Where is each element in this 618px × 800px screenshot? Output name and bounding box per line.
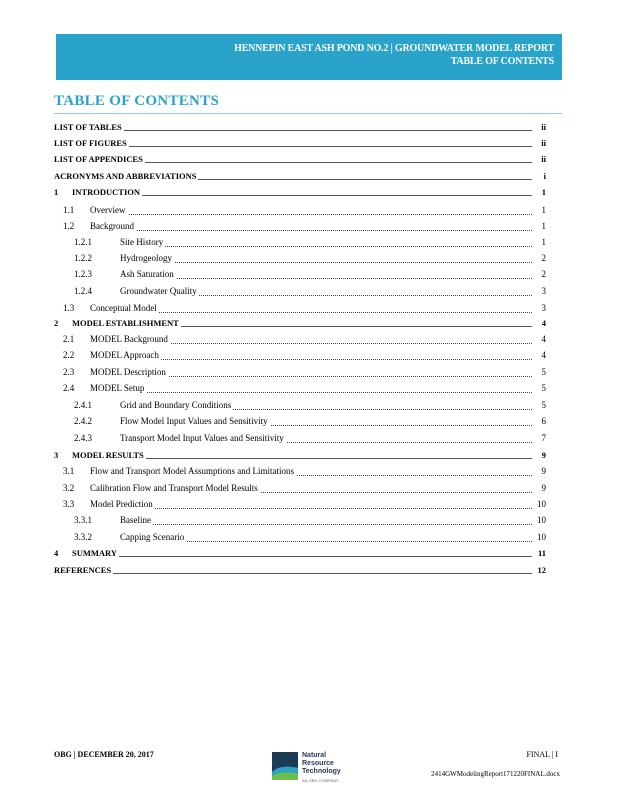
toc-entry[interactable] [0, 367, 618, 381]
toc-entry-label: SUMMARY [72, 548, 118, 558]
toc-entry-number: 2.2 [63, 350, 75, 360]
toc-entry-label: MODEL Description [90, 367, 166, 377]
toc-entry-page: 7 [541, 433, 546, 443]
toc-entry-page: 5 [541, 383, 546, 393]
nrt-logo [272, 752, 352, 788]
toc-entry[interactable] [0, 499, 618, 513]
footer-filename: 2414GWModelingReport171220FINAL.docx [431, 770, 560, 778]
toc-entry-number: 1.2.2 [74, 253, 92, 263]
toc-entry-label: LIST OF TABLES [54, 122, 122, 132]
toc-entry[interactable] [0, 515, 618, 529]
toc-leader [90, 508, 532, 509]
toc-entry-number: 2.1 [63, 334, 75, 344]
toc-entry-page: ii [541, 122, 546, 132]
toc-entry-label: Ash Saturation [120, 269, 174, 279]
toc-entry-page: 9 [541, 483, 546, 493]
toc-entry-label: Calibration Flow and Transport Model Results [90, 483, 258, 493]
toc-entry-label: MODEL Background [90, 334, 168, 344]
toc-entry-number: 2.4 [63, 383, 75, 393]
toc-entry-page: 4 [541, 318, 546, 328]
toc-entry-number: 3.2 [63, 483, 75, 493]
toc-entry-number: 3.3.2 [74, 532, 92, 542]
toc-entry-label: MODEL ESTABLISHMENT [72, 318, 179, 328]
toc-entry-label: Groundwater Quality [120, 286, 197, 296]
toc-entry-page: i [543, 171, 546, 181]
toc-entry-label: LIST OF APPENDICES [54, 154, 143, 164]
toc-entry[interactable] [0, 400, 618, 414]
toc-entry[interactable] [0, 548, 618, 562]
toc-entry[interactable] [0, 154, 618, 168]
toc-entry[interactable] [0, 138, 618, 152]
page-header [56, 34, 562, 80]
header-section-title: TABLE OF CONTENTS [450, 56, 554, 67]
toc-leader [54, 573, 532, 574]
toc-leader [72, 556, 532, 557]
toc-entry-page: 4 [541, 350, 546, 360]
toc-entry[interactable] [0, 303, 618, 317]
toc-entry[interactable] [0, 171, 618, 185]
toc-entry-page: 9 [541, 450, 546, 460]
toc-entry-label: Grid and Boundary Conditions [120, 400, 232, 410]
toc-entry[interactable] [0, 269, 618, 283]
toc-entry-label: Site History [120, 237, 164, 247]
toc-entry-label: MODEL RESULTS [72, 450, 144, 460]
toc-entry[interactable] [0, 450, 618, 464]
toc-entry-page: 2 [541, 269, 546, 279]
toc-entry[interactable] [0, 466, 618, 480]
toc-entry-label: Flow and Transport Model Assumptions and Limitations [90, 466, 295, 476]
toc-entry-number: 2.4.3 [74, 433, 92, 443]
toc-entry-page: 10 [537, 532, 546, 542]
toc-entry-page: 10 [537, 515, 546, 525]
toc-leader [90, 392, 532, 393]
toc-entry-page: 1 [541, 237, 546, 247]
toc-entry-number: 1.2.4 [74, 286, 92, 296]
toc-entry-label: Overview [90, 205, 126, 215]
toc-entry-label: Flow Model Input Values and Sensitivity [120, 416, 268, 426]
toc-entry-label: LIST OF FIGURES [54, 138, 127, 148]
toc-entry-page: 5 [541, 367, 546, 377]
toc-entry-number: 2.4.1 [74, 400, 92, 410]
toc-heading: TABLE OF CONTENTS [54, 93, 220, 109]
footer-date: OBG | DECEMBER 20, 2017 [54, 750, 154, 759]
toc-entry-number: 1 [54, 187, 59, 197]
toc-entry-page: 3 [541, 303, 546, 313]
toc-entry-number: 1.3 [63, 303, 75, 313]
toc-entry[interactable] [0, 318, 618, 332]
toc-entry-label: Baseline [120, 515, 151, 525]
toc-entry[interactable] [0, 334, 618, 348]
toc-entry-page: 12 [537, 565, 546, 575]
toc-entry-page: 6 [541, 416, 546, 426]
toc-entry-page: 2 [541, 253, 546, 263]
toc-entry-number: 3.3.1 [74, 515, 92, 525]
toc-entry[interactable] [0, 483, 618, 497]
toc-entry-label: ACRONYMS AND ABBREVIATIONS [54, 171, 197, 181]
toc-entry-number: 1.1 [63, 205, 75, 215]
toc-entry-label: MODEL Approach [90, 350, 159, 360]
footer-status: FINAL | I [526, 750, 558, 759]
toc-entry-page: 10 [537, 499, 546, 509]
toc-entry-number: 4 [54, 548, 59, 558]
toc-entry-label: Conceptual Model [90, 303, 157, 313]
toc-entry-label: Transport Model Input Values and Sensitivity [120, 433, 284, 443]
toc-entry-label: MODEL Setup [90, 383, 145, 393]
toc-entry-label: Background [90, 221, 134, 231]
toc-entry-number: 3.1 [63, 466, 75, 476]
toc-entry-number: 2 [54, 318, 59, 328]
toc-leader [120, 278, 532, 279]
toc-entry[interactable] [0, 237, 618, 251]
toc-entry-page: 1 [541, 205, 546, 215]
toc-entry-label: REFERENCES [54, 565, 112, 575]
toc-leader [120, 524, 532, 525]
toc-entry[interactable] [0, 532, 618, 546]
toc-entry-number: 3 [54, 450, 59, 460]
toc-entry-page: 4 [541, 334, 546, 344]
toc-entry-page: 3 [541, 286, 546, 296]
toc-entry-label: Capping Scenario [120, 532, 185, 542]
nrt-logo-icon [272, 752, 300, 782]
toc-leader [90, 230, 532, 231]
toc-entry-label: Model Prediction [90, 499, 153, 509]
logo-wordmark: Natural Resource Technology [302, 752, 341, 775]
toc-entry[interactable] [0, 383, 618, 397]
toc-entry[interactable] [0, 286, 618, 300]
toc-entry-number: 1.2.3 [74, 269, 92, 279]
header-report-title: HENNEPIN EAST ASH POND NO.2 | GROUNDWATER MODEL REPORT [234, 43, 554, 54]
toc-entry[interactable] [0, 433, 618, 447]
toc-entry[interactable] [0, 122, 618, 136]
toc-entry-number: 1.2.1 [74, 237, 92, 247]
toc-entry[interactable] [0, 205, 618, 219]
toc-entry[interactable] [0, 350, 618, 364]
toc-entry[interactable] [0, 253, 618, 267]
toc-entry-number: 1.2 [63, 221, 75, 231]
toc-entry-number: 2.4.2 [74, 416, 92, 426]
toc-entry-page: 11 [537, 548, 546, 558]
heading-rule [54, 113, 562, 114]
toc-leader [120, 246, 532, 247]
toc-entry[interactable] [0, 187, 618, 201]
toc-leader [54, 130, 532, 131]
toc-entry-page: 1 [541, 221, 546, 231]
toc-leader [90, 214, 532, 215]
toc-entry-label: INTRODUCTION [72, 187, 141, 197]
toc-entry-page: 5 [541, 400, 546, 410]
toc-entry-page: ii [541, 154, 546, 164]
logo-subtitle: AN OBG COMPANY [302, 778, 339, 783]
toc-entry[interactable] [0, 565, 618, 579]
toc-entry-page: 1 [541, 187, 546, 197]
toc-entry-page: 9 [541, 466, 546, 476]
toc-entry-number: 3.3 [63, 499, 75, 509]
toc-entry[interactable] [0, 416, 618, 430]
toc-leader [120, 262, 532, 263]
toc-entry[interactable] [0, 221, 618, 235]
toc-entry-label: Hydrogeology [120, 253, 172, 263]
toc-entry-number: 2.3 [63, 367, 75, 377]
toc-entry-page: ii [541, 138, 546, 148]
